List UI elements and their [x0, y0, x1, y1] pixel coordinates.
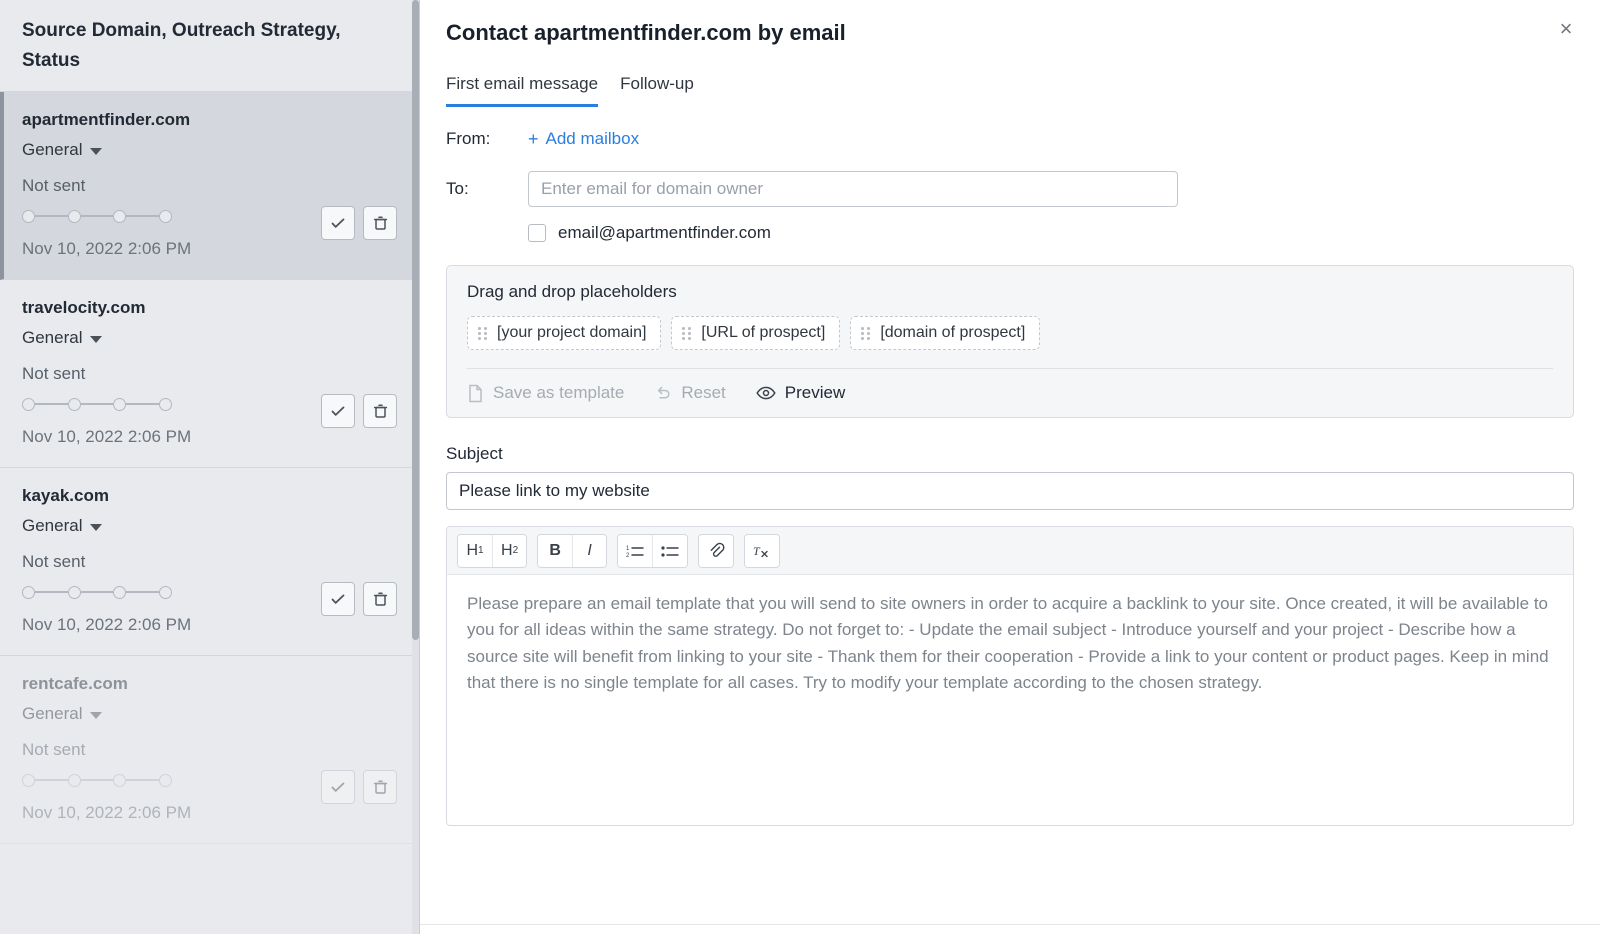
status-block [22, 552, 397, 635]
progress-dot [113, 398, 126, 411]
placeholder-actions [467, 369, 1553, 403]
add-mailbox-label: Add mailbox [545, 129, 640, 148]
list-item[interactable] [0, 468, 419, 656]
to-email-input[interactable] [528, 171, 1178, 207]
suggested-email-label: email@apartmentfinder.com [558, 223, 771, 242]
outreach-strategy-select[interactable] [22, 140, 397, 160]
placeholders-panel [446, 265, 1574, 418]
progress-dot [68, 210, 81, 223]
progress-dot [159, 398, 172, 411]
outreach-strategy-select[interactable] [22, 328, 397, 348]
dialog-tabs [420, 46, 1600, 107]
svg-text:2: 2 [626, 552, 630, 558]
mark-done-button[interactable] [321, 770, 355, 804]
list-group [617, 534, 688, 568]
progress-dot [22, 210, 35, 223]
close-icon[interactable]: × [1559, 16, 1573, 41]
placeholder-chip-project-domain[interactable] [467, 316, 661, 350]
drag-handle-icon [478, 327, 487, 340]
outreach-sidebar [0, 0, 420, 934]
placeholder-chip-label: [domain of prospect] [880, 324, 1026, 341]
clear-formatting-button[interactable] [745, 535, 779, 567]
timestamp: Nov 10, 2022 2:06 PM [22, 426, 192, 446]
chevron-down-icon [90, 336, 102, 343]
progress-bar [126, 591, 159, 593]
from-row [446, 129, 1574, 149]
attachment-button[interactable] [699, 535, 733, 567]
heading-1-button[interactable]: H 1 [458, 535, 492, 567]
mark-done-button[interactable] [321, 206, 355, 240]
tab-first-email-message[interactable]: First email message [446, 74, 598, 107]
editor-toolbar [447, 527, 1573, 575]
reset-button[interactable] [654, 383, 725, 403]
placeholder-chips [467, 316, 1553, 350]
progress-dot [159, 210, 172, 223]
progress-dot [159, 774, 172, 787]
timestamp: Nov 10, 2022 2:06 PM [22, 238, 192, 258]
row-actions [321, 206, 397, 240]
page-title: Contact apartmentfinder.com by email [446, 20, 846, 45]
placeholder-chip-label: [your project domain] [497, 324, 647, 341]
source-domain-name: travelocity.com [22, 297, 146, 317]
svg-text:1: 1 [626, 545, 630, 552]
email-body-text[interactable]: Please prepare an email template that you will send to site owners in order to acquire a backlink to your site. Once created, it will be available to you for all ideas within the same strategy. Do not forget to: - Update the email subject - Introduce yourself and your project - Describe how a source site will benefit from linking to your site - Thank them for their cooperation - Provide a link to your content or product pages. Keep in mind that there is no single template for all cases. Try to modify your template according to the chosen strategy. [467, 594, 1549, 693]
source-domain-name: rentcafe.com [22, 673, 128, 693]
progress-dot [159, 586, 172, 599]
document-icon [467, 384, 484, 403]
contact-by-email-dialog [420, 0, 1600, 934]
row-actions [321, 770, 397, 804]
outreach-strategy-select[interactable] [22, 704, 397, 724]
progress-bar [126, 215, 159, 217]
email-form [420, 129, 1600, 826]
clear-format-group [744, 534, 780, 568]
progress-bar [35, 215, 68, 217]
progress-bar [81, 591, 114, 593]
drag-handle-icon [861, 327, 870, 340]
chevron-down-icon [90, 524, 102, 531]
outreach-strategy-select[interactable] [22, 516, 397, 536]
progress-dot [113, 774, 126, 787]
text-style-group [537, 534, 607, 568]
outreach-strategy-value: General [22, 139, 83, 159]
source-domain-name: apartmentfinder.com [22, 109, 191, 129]
undo-icon [654, 384, 672, 402]
chevron-down-icon [90, 148, 102, 155]
ordered-list-button[interactable] [618, 535, 652, 567]
progress-dot [68, 398, 81, 411]
progress-dot [68, 586, 81, 599]
progress-tracker [22, 586, 172, 599]
progress-bar [35, 779, 68, 781]
save-as-template-button[interactable] [467, 383, 624, 403]
progress-tracker [22, 398, 172, 411]
timestamp: Nov 10, 2022 2:06 PM [22, 614, 192, 634]
progress-tracker [22, 210, 172, 223]
add-mailbox-button[interactable] [528, 129, 639, 149]
placeholder-chip-domain-of-prospect[interactable] [850, 316, 1040, 350]
row-actions [321, 582, 397, 616]
progress-dot [113, 586, 126, 599]
source-domain-name: kayak.com [22, 485, 109, 505]
placeholders-title: Drag and drop placeholders [467, 282, 677, 301]
subject-input[interactable] [446, 472, 1574, 510]
dialog-footer [420, 924, 1600, 934]
suggested-email-row[interactable] [528, 223, 1574, 243]
sidebar-scrollbar-thumb[interactable] [412, 0, 419, 640]
placeholder-chip-label: [URL of prospect] [701, 324, 826, 341]
mark-done-button[interactable] [321, 394, 355, 428]
list-item[interactable] [0, 656, 419, 844]
from-label: From: [446, 129, 491, 148]
delete-button[interactable] [363, 394, 397, 428]
progress-bar [126, 779, 159, 781]
progress-dot [22, 586, 35, 599]
list-item[interactable] [0, 280, 419, 468]
mark-done-button[interactable] [321, 582, 355, 616]
eye-icon [756, 385, 776, 401]
timestamp: Nov 10, 2022 2:06 PM [22, 802, 192, 822]
status-badge: Not sent [22, 739, 86, 759]
progress-bar [81, 215, 114, 217]
progress-dot [22, 398, 35, 411]
to-label: To: [446, 179, 469, 198]
progress-bar [35, 403, 68, 405]
suggested-email-checkbox[interactable] [528, 224, 546, 242]
delete-button[interactable] [363, 770, 397, 804]
outreach-strategy-value: General [22, 327, 83, 347]
status-block [22, 176, 397, 259]
progress-bar [35, 591, 68, 593]
bullet-list-button[interactable] [652, 535, 687, 567]
chevron-down-icon [90, 712, 102, 719]
svg-text:T: T [753, 543, 760, 558]
bold-button[interactable]: B [538, 535, 572, 567]
preview-label: Preview [784, 383, 846, 402]
save-as-template-label: Save as template [493, 383, 625, 402]
progress-bar [81, 779, 114, 781]
heading-group [457, 534, 527, 568]
drag-handle-icon [682, 327, 691, 340]
subject-label: Subject [446, 444, 503, 463]
outreach-strategy-value: General [22, 703, 83, 723]
delete-button[interactable] [363, 582, 397, 616]
outreach-strategy-value: General [22, 515, 83, 535]
delete-button[interactable] [363, 206, 397, 240]
sidebar-header: Source Domain, Outreach Strategy, Status [0, 0, 419, 92]
placeholder-chip-url-of-prospect[interactable] [671, 316, 840, 350]
progress-bar [81, 403, 114, 405]
italic-button[interactable]: I [572, 535, 606, 567]
plus-icon: + [528, 129, 539, 149]
status-badge: Not sent [22, 551, 86, 571]
progress-dot [68, 774, 81, 787]
progress-dot [113, 210, 126, 223]
status-badge: Not sent [22, 363, 86, 383]
progress-bar [126, 403, 159, 405]
reset-label: Reset [681, 383, 726, 402]
email-body-editor [446, 526, 1574, 826]
sidebar-scrollbar[interactable] [412, 0, 419, 934]
tab-follow-up[interactable]: Follow-up [620, 74, 694, 93]
attachment-group [698, 534, 734, 568]
heading-2-button[interactable]: H 2 [492, 535, 526, 567]
preview-button[interactable] [756, 383, 845, 403]
progress-tracker [22, 774, 172, 787]
status-badge: Not sent [22, 175, 86, 195]
status-block [22, 740, 397, 823]
to-row [446, 171, 1574, 207]
row-actions [321, 394, 397, 428]
status-block [22, 364, 397, 447]
list-item[interactable] [0, 92, 419, 280]
progress-dot [22, 774, 35, 787]
